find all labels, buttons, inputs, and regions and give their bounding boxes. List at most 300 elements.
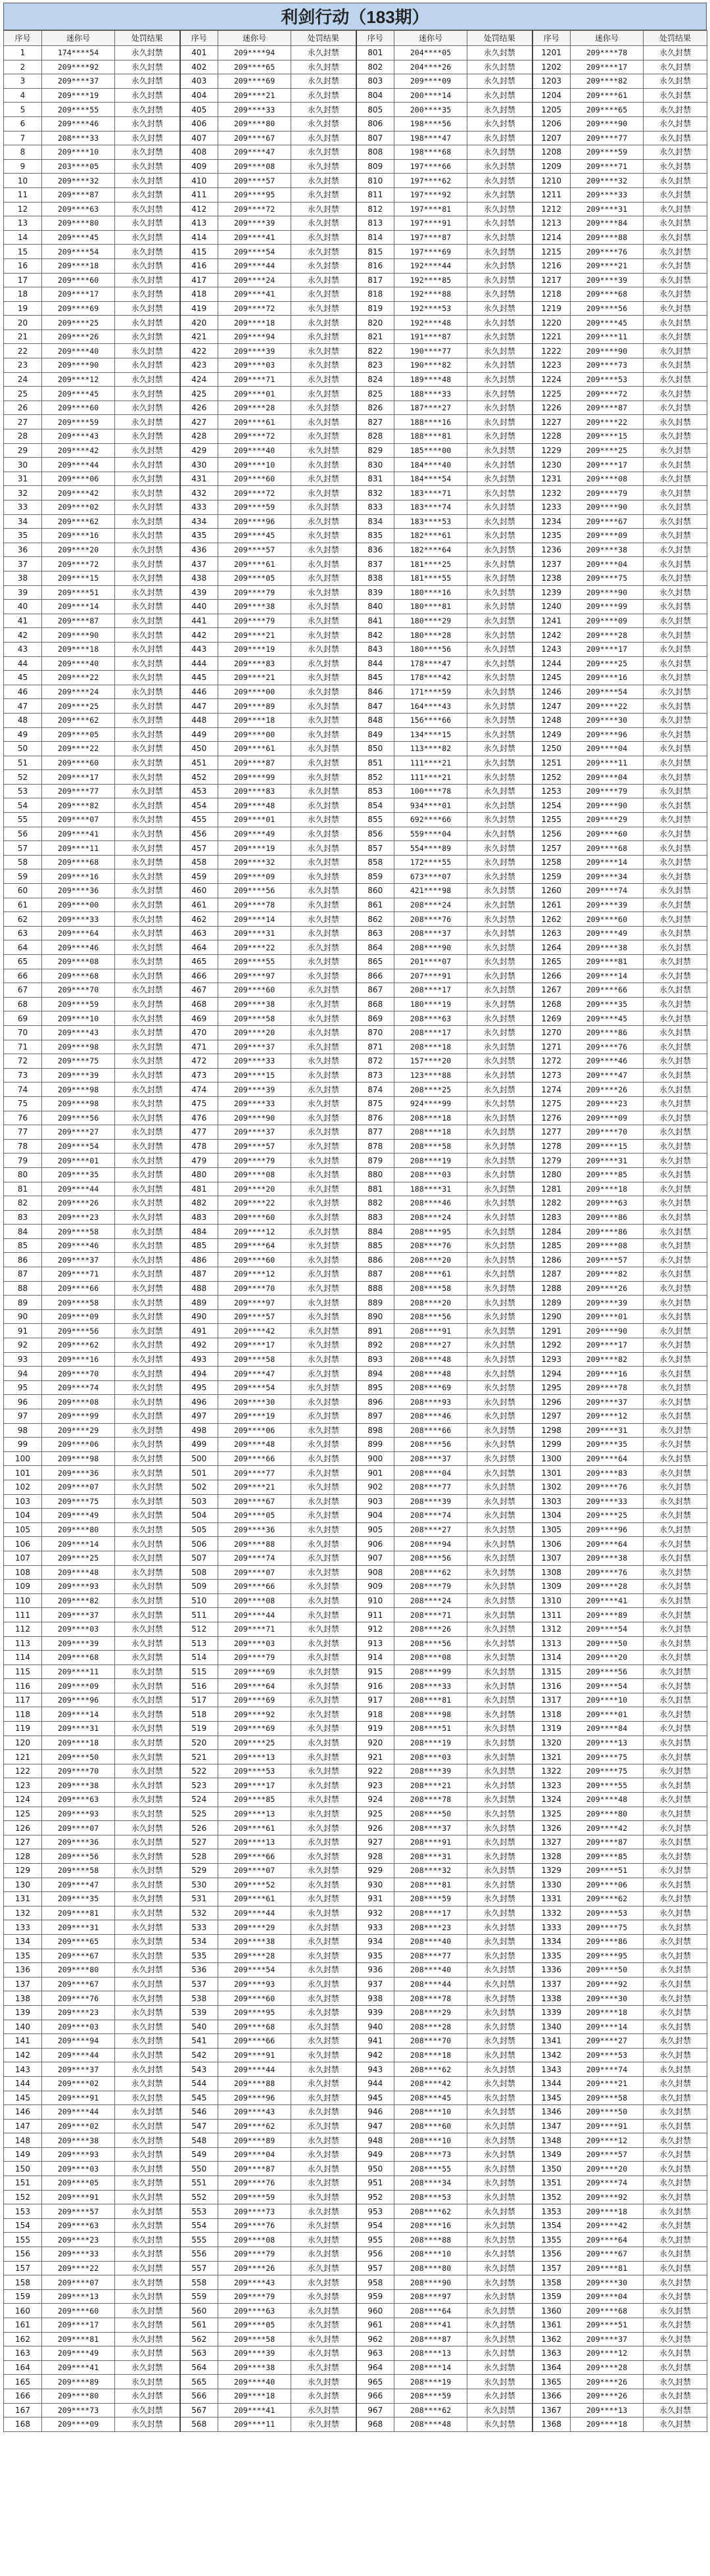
penalty-result: 永久封禁 [115,187,180,202]
mini-id: 209****24 [42,685,115,699]
mini-id: 209****49 [571,926,644,940]
mini-id: 208****62 [394,1565,467,1580]
mini-id: 209****19 [218,642,291,656]
row-index: 1302 [532,1480,571,1494]
table-row [4,1367,707,1381]
penalty-result: 永久封禁 [467,997,532,1011]
mini-id: 208****78 [394,1991,467,2006]
penalty-result: 永久封禁 [291,1154,356,1168]
penalty-result: 永久封禁 [644,1679,707,1693]
penalty-result: 永久封禁 [467,1466,532,1480]
penalty-result: 永久封禁 [291,1934,356,1949]
mini-id: 209****03 [218,358,291,373]
mini-id: 209****87 [42,187,115,202]
row-index: 143 [4,2062,42,2077]
row-index: 1223 [532,358,571,373]
row-index: 530 [180,1878,218,1892]
mini-id: 209****21 [571,258,644,273]
penalty-result: 永久封禁 [291,1878,356,1892]
penalty-result: 永久封禁 [115,1636,180,1651]
header-mini-id: 迷你号 [42,31,115,46]
row-index: 112 [4,1622,42,1636]
penalty-result: 永久封禁 [644,656,707,671]
penalty-result: 永久封禁 [644,429,707,444]
row-index: 99 [4,1438,42,1452]
mini-id: 209****12 [42,372,115,387]
mini-id: 209****94 [42,2034,115,2049]
mini-id: 208****03 [394,1750,467,1764]
row-index: 834 [356,514,394,529]
row-index: 869 [356,1011,394,1026]
penalty-result: 永久封禁 [291,2162,356,2176]
row-index: 154 [4,2218,42,2233]
row-index: 542 [180,2048,218,2062]
mini-id: 208****13 [394,2346,467,2361]
penalty-result: 永久封禁 [644,1111,707,1125]
penalty-result: 永久封禁 [291,1324,356,1338]
mini-id: 209****98 [42,1096,115,1111]
row-index: 23 [4,358,42,373]
mini-id: 209****31 [42,1722,115,1736]
row-index: 403 [180,74,218,89]
penalty-result: 永久封禁 [644,1296,707,1310]
table-row [4,443,707,458]
row-index: 913 [356,1636,394,1651]
mini-id: 208****77 [394,1480,467,1494]
mini-id: 209****55 [571,1778,644,1793]
mini-id: 209****44 [42,458,115,472]
row-index: 116 [4,1679,42,1693]
mini-id: 209****57 [218,174,291,188]
penalty-result: 永久封禁 [467,258,532,273]
mini-id: 209****26 [218,2261,291,2275]
mini-id: 209****16 [571,1367,644,1381]
penalty-result: 永久封禁 [644,443,707,458]
mini-id: 209****32 [571,174,644,188]
mini-id: 209****19 [218,841,291,856]
table-row [4,1977,707,1991]
mini-id: 209****39 [42,1636,115,1651]
penalty-result: 永久封禁 [115,1225,180,1239]
mini-id: 209****90 [571,585,644,600]
mini-id: 209****37 [218,1040,291,1054]
penalty-result: 永久封禁 [644,187,707,202]
mini-id: 209****30 [571,1991,644,2006]
row-index: 1328 [532,1849,571,1864]
penalty-result: 永久封禁 [467,1849,532,1864]
table-row [4,1807,707,1821]
mini-id: 209****20 [218,1025,291,1040]
table-row [4,1736,707,1750]
mini-id: 209****82 [571,1267,644,1282]
mini-id: 209****60 [218,1210,291,1225]
penalty-result: 永久封禁 [115,2076,180,2091]
table-row [4,103,707,117]
row-index: 891 [356,1324,394,1338]
table-row [4,1281,707,1296]
row-index: 88 [4,1281,42,1296]
row-index: 907 [356,1551,394,1565]
row-index: 1251 [532,756,571,770]
penalty-result: 永久封禁 [291,855,356,869]
penalty-result: 永久封禁 [115,1466,180,1480]
row-index: 904 [356,1509,394,1523]
penalty-result: 永久封禁 [467,1821,532,1835]
penalty-result: 永久封禁 [115,543,180,557]
penalty-result: 永久封禁 [115,1722,180,1736]
table-row [4,316,707,330]
mini-id: 421****98 [394,884,467,898]
mini-id: 208****46 [394,1409,467,1424]
penalty-result: 永久封禁 [291,1608,356,1622]
mini-id: 209****14 [571,2020,644,2034]
mini-id: 209****43 [42,429,115,444]
row-index: 104 [4,1509,42,1523]
penalty-result: 永久封禁 [291,1636,356,1651]
mini-id: 209****66 [571,983,644,998]
mini-id: 209****68 [218,2020,291,2034]
row-index: 128 [4,1849,42,1864]
mini-id: 192****88 [394,287,467,302]
header-result: 处罚结果 [644,31,707,46]
mini-id: 208****45 [394,2091,467,2105]
row-index: 162 [4,2332,42,2346]
penalty-result: 永久封禁 [644,2332,707,2346]
row-index: 1206 [532,116,571,131]
row-index: 1329 [532,1864,571,1878]
mini-id: 209****79 [218,1651,291,1665]
penalty-result: 永久封禁 [467,2204,532,2219]
penalty-result: 永久封禁 [467,1963,532,1978]
penalty-result: 永久封禁 [291,1864,356,1878]
penalty-result: 永久封禁 [115,869,180,884]
mini-id: 209****28 [571,628,644,643]
mini-id: 209****74 [571,2176,644,2191]
mini-id: 209****66 [218,1580,291,1594]
row-index: 15 [4,245,42,259]
row-index: 1275 [532,1096,571,1111]
row-index: 442 [180,628,218,643]
row-index: 535 [180,1949,218,1963]
row-index: 439 [180,585,218,600]
mini-id: 209****08 [218,1593,291,1608]
penalty-result: 永久封禁 [291,1665,356,1679]
penalty-result: 永久封禁 [644,1480,707,1494]
mini-id: 209****38 [218,2360,291,2375]
penalty-result: 永久封禁 [115,1139,180,1154]
penalty-result: 永久封禁 [644,1154,707,1168]
penalty-result: 永久封禁 [467,1793,532,1807]
mini-id: 209****50 [571,2105,644,2120]
mini-id: 209****14 [571,969,644,983]
penalty-result: 永久封禁 [115,841,180,856]
row-index: 1236 [532,543,571,557]
mini-id: 209****49 [42,1509,115,1523]
mini-id: 111****21 [394,770,467,785]
table-row [4,202,707,216]
row-index: 948 [356,2133,394,2148]
mini-id: 209****09 [42,2418,115,2432]
mini-id: 209****44 [218,258,291,273]
row-index: 830 [356,458,394,472]
penalty-result: 永久封禁 [115,642,180,656]
row-index: 21 [4,329,42,344]
mini-id: 209****48 [571,1793,644,1807]
row-index: 828 [356,429,394,444]
row-index: 916 [356,1679,394,1693]
header-result: 处罚结果 [467,31,532,46]
mini-id: 209****88 [218,2076,291,2091]
row-index: 866 [356,969,394,983]
mini-id: 208****90 [394,2275,467,2290]
penalty-result: 永久封禁 [467,656,532,671]
penalty-result: 永久封禁 [115,2020,180,2034]
table-row [4,912,707,927]
mini-id: 934****01 [394,798,467,813]
row-index: 118 [4,1707,42,1722]
penalty-result: 永久封禁 [467,429,532,444]
row-index: 870 [356,1025,394,1040]
penalty-result: 永久封禁 [644,827,707,841]
penalty-result: 永久封禁 [644,1367,707,1381]
penalty-result: 永久封禁 [291,1281,356,1296]
penalty-result: 永久封禁 [467,2062,532,2077]
table-row [4,628,707,643]
mini-id: 198****56 [394,116,467,131]
mini-id: 209****27 [42,1125,115,1140]
mini-id: 197****66 [394,159,467,174]
row-index: 1 [4,46,42,61]
row-index: 401 [180,46,218,61]
row-index: 493 [180,1352,218,1367]
mini-id: 209****58 [218,2332,291,2346]
mini-id: 209****39 [571,1296,644,1310]
row-index: 1279 [532,1154,571,1168]
mini-id: 209****62 [42,514,115,529]
penalty-result: 永久封禁 [291,116,356,131]
mini-id: 209****68 [571,2304,644,2318]
row-index: 1228 [532,429,571,444]
mini-id: 201****07 [394,955,467,969]
table-header-row [4,31,707,46]
table-row [4,869,707,884]
penalty-result: 永久封禁 [115,514,180,529]
penalty-result: 永久封禁 [115,500,180,515]
row-index: 102 [4,1480,42,1494]
penalty-result: 永久封禁 [291,2418,356,2432]
table-row [4,287,707,302]
row-index: 497 [180,1409,218,1424]
penalty-result: 永久封禁 [115,1011,180,1026]
row-index: 908 [356,1565,394,1580]
row-index: 896 [356,1395,394,1409]
row-index: 129 [4,1864,42,1878]
mini-id: 208****18 [394,1040,467,1054]
penalty-result: 永久封禁 [291,301,356,316]
penalty-result: 永久封禁 [644,1338,707,1353]
penalty-result: 永久封禁 [467,1423,532,1438]
mini-id: 209****85 [218,1793,291,1807]
mini-id: 209****69 [218,1722,291,1736]
row-index: 548 [180,2133,218,2148]
mini-id: 209****03 [42,2162,115,2176]
row-index: 85 [4,1238,42,1253]
row-index: 452 [180,770,218,785]
header-mini-id: 迷你号 [218,31,291,46]
row-index: 114 [4,1651,42,1665]
mini-id: 209****32 [218,855,291,869]
penalty-result: 永久封禁 [644,2005,707,2020]
mini-id: 209****59 [218,2190,291,2204]
penalty-result: 永久封禁 [644,557,707,571]
row-index: 1224 [532,372,571,387]
row-index: 845 [356,671,394,685]
penalty-result: 永久封禁 [115,1196,180,1211]
penalty-result: 永久封禁 [467,926,532,940]
penalty-result: 永久封禁 [291,1593,356,1608]
mini-id: 209****06 [218,1423,291,1438]
row-index: 447 [180,699,218,714]
penalty-result: 永久封禁 [291,1679,356,1693]
mini-id: 209****78 [218,898,291,912]
mini-id: 208****40 [394,1963,467,1978]
row-index: 433 [180,500,218,515]
penalty-result: 永久封禁 [467,1864,532,1878]
row-index: 121 [4,1750,42,1764]
row-index: 415 [180,245,218,259]
mini-id: 209****60 [42,756,115,770]
row-index: 1215 [532,245,571,259]
row-index: 74 [4,1082,42,1097]
penalty-result: 永久封禁 [291,2332,356,2346]
table-row [4,1068,707,1082]
penalty-result: 永久封禁 [115,1125,180,1140]
penalty-result: 永久封禁 [467,1494,532,1509]
mini-id: 209****12 [571,2346,644,2361]
row-index: 906 [356,1537,394,1551]
mini-id: 208****80 [394,2261,467,2275]
penalty-result: 永久封禁 [467,2176,532,2191]
penalty-result: 永久封禁 [291,273,356,287]
row-index: 69 [4,1011,42,1026]
mini-id: 209****26 [571,1082,644,1097]
row-index: 895 [356,1380,394,1395]
penalty-result: 永久封禁 [291,1111,356,1125]
penalty-result: 永久封禁 [291,2261,356,2275]
row-index: 1202 [532,60,571,74]
penalty-result: 永久封禁 [115,1480,180,1494]
penalty-result: 永久封禁 [644,2360,707,2375]
row-index: 83 [4,1210,42,1225]
row-index: 909 [356,1580,394,1594]
penalty-result: 永久封禁 [115,2005,180,2020]
mini-id: 209****06 [42,472,115,486]
penalty-result: 永久封禁 [644,2233,707,2247]
row-index: 859 [356,869,394,884]
row-index: 139 [4,2005,42,2020]
row-index: 56 [4,827,42,841]
row-index: 1269 [532,1011,571,1026]
row-index: 420 [180,316,218,330]
mini-id: 209****37 [42,1608,115,1622]
row-index: 26 [4,401,42,415]
mini-id: 209****26 [42,1196,115,1211]
mini-id: 209****75 [42,1494,115,1509]
row-index: 819 [356,301,394,316]
row-index: 1352 [532,2190,571,2204]
row-index: 958 [356,2275,394,2290]
row-index: 412 [180,202,218,216]
mini-id: 209****33 [571,1494,644,1509]
row-index: 914 [356,1651,394,1665]
penalty-result: 永久封禁 [644,1906,707,1920]
penalty-result: 永久封禁 [644,372,707,387]
mini-id: 183****53 [394,514,467,529]
penalty-result: 永久封禁 [467,1651,532,1665]
table-row [4,1025,707,1040]
penalty-result: 永久封禁 [115,415,180,429]
mini-id: 208****21 [394,1778,467,1793]
penalty-result: 永久封禁 [467,884,532,898]
table-row [4,1920,707,1935]
row-index: 1238 [532,571,571,585]
mini-id: 209****48 [218,1438,291,1452]
mini-id: 209****53 [571,372,644,387]
mini-id: 209****98 [42,1451,115,1466]
row-index: 132 [4,1906,42,1920]
penalty-result: 永久封禁 [291,88,356,103]
penalty-result: 永久封禁 [115,600,180,614]
penalty-result: 永久封禁 [115,1878,180,1892]
mini-id: 188****81 [394,429,467,444]
penalty-result: 永久封禁 [291,458,356,472]
penalty-result: 永久封禁 [115,1750,180,1764]
penalty-result: 永久封禁 [115,329,180,344]
penalty-result: 永久封禁 [115,116,180,131]
mini-id: 209****17 [218,1778,291,1793]
row-index: 964 [356,2360,394,2375]
penalty-result: 永久封禁 [291,926,356,940]
table-row [4,1793,707,1807]
penalty-result: 永久封禁 [467,940,532,955]
row-index: 555 [180,2233,218,2247]
row-index: 1309 [532,1580,571,1594]
mini-id: 209****61 [571,88,644,103]
mini-id: 209****91 [42,2190,115,2204]
penalty-result: 永久封禁 [644,258,707,273]
penalty-result: 永久封禁 [291,1551,356,1565]
table-row [4,344,707,358]
penalty-result: 永久封禁 [467,2233,532,2247]
row-index: 454 [180,798,218,813]
mini-id: 209****47 [218,1367,291,1381]
penalty-result: 永久封禁 [467,727,532,742]
mini-id: 209****63 [42,1793,115,1807]
row-index: 840 [356,600,394,614]
penalty-result: 永久封禁 [644,614,707,628]
penalty-result: 永久封禁 [115,969,180,983]
mini-id: 181****55 [394,571,467,585]
row-index: 880 [356,1167,394,1182]
penalty-result: 永久封禁 [291,2147,356,2162]
penalty-result: 永久封禁 [644,2346,707,2361]
row-index: 63 [4,926,42,940]
mini-id: 204****05 [394,46,467,61]
table-row [4,472,707,486]
table-row [4,1225,707,1239]
row-index: 1247 [532,699,571,714]
row-index: 1218 [532,287,571,302]
